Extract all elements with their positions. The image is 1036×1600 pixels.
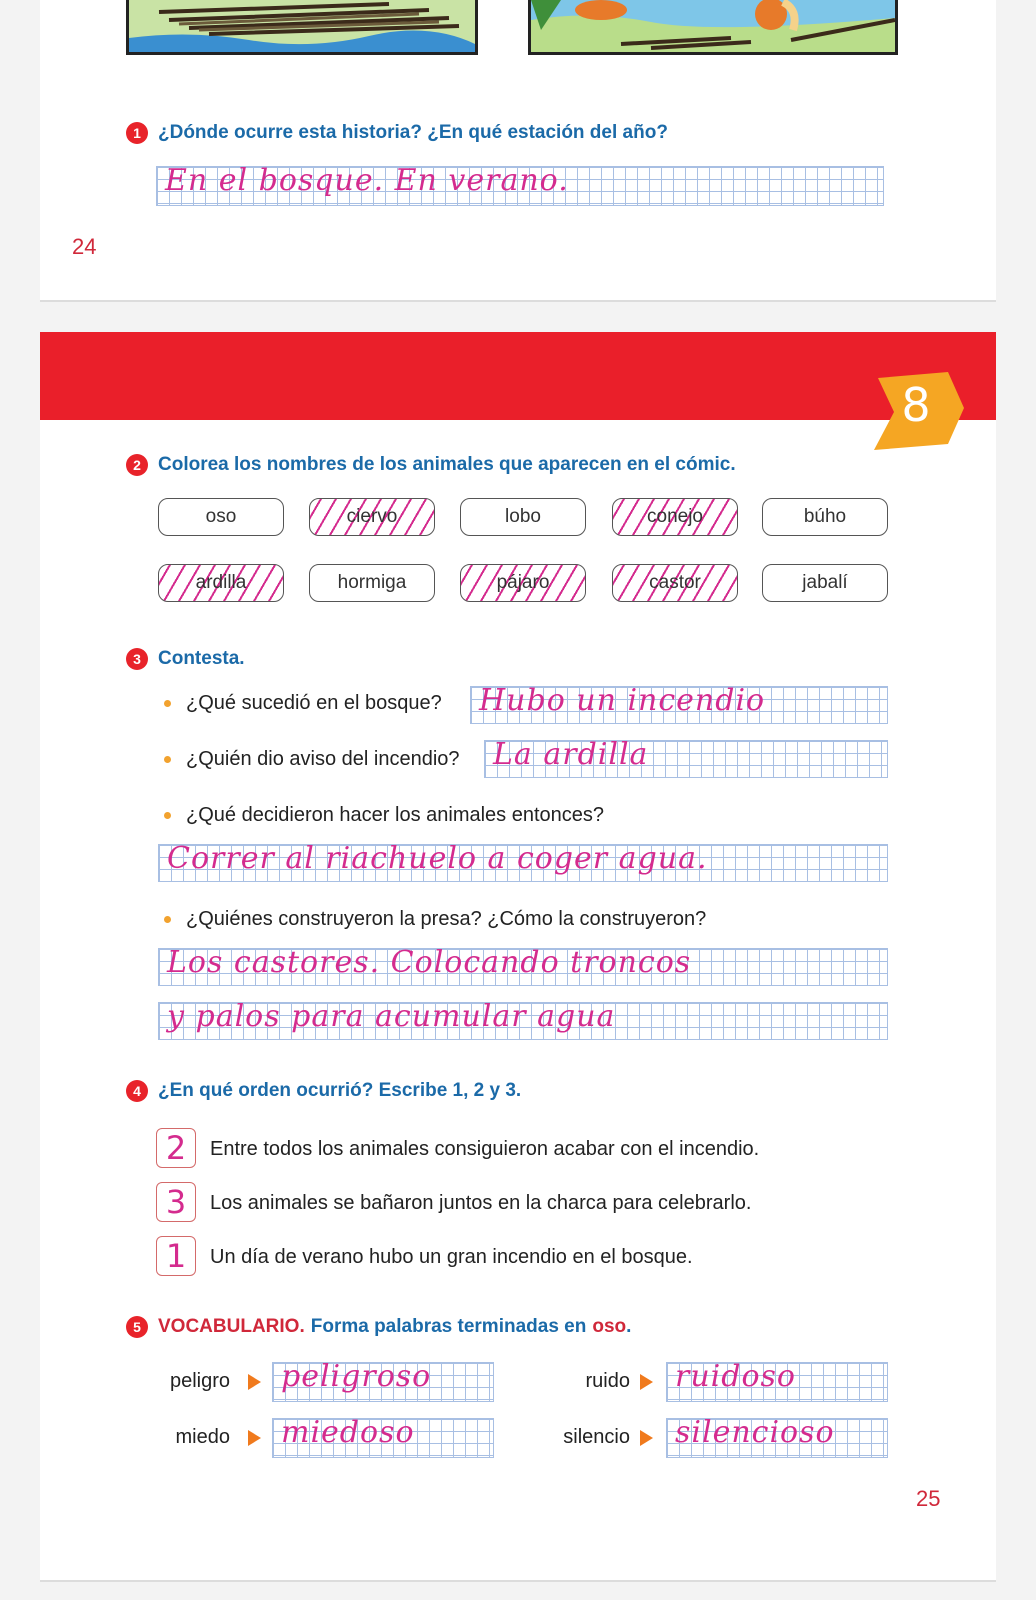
question-3-item-4: ¿Quiénes construyeron la presa? ¿Cómo la construyeron? <box>186 908 707 930</box>
handwritten-answer[interactable]: Correr al riachuelo a coger agua. <box>167 841 708 876</box>
animal-lobo[interactable]: lobo <box>460 498 586 536</box>
question-3-item-2: ¿Quién dio aviso del incendio? <box>186 748 460 770</box>
order-statement: Entre todos los animales consiguieron acabar con el incendio. <box>210 1138 760 1160</box>
question-text: Forma palabras terminadas en <box>310 1316 587 1337</box>
answer-grid <box>158 945 888 986</box>
question-1 <box>126 122 668 144</box>
unit-number: 8 <box>901 378 931 432</box>
page-24 <box>40 0 996 302</box>
arrow-right-icon <box>640 1430 653 1446</box>
animal-ardilla[interactable]: ardilla <box>158 564 284 602</box>
page-25 <box>40 332 996 1582</box>
order-box[interactable]: 1 <box>156 1236 196 1276</box>
answer-grid <box>666 1415 888 1458</box>
question-5 <box>126 1316 631 1338</box>
question-text: Contesta. <box>158 648 245 669</box>
answer-grid <box>484 737 888 778</box>
handwritten-answer[interactable]: ruidoso <box>675 1359 796 1394</box>
animal-conejo[interactable]: conejo <box>612 498 738 536</box>
order-box[interactable]: 3 <box>156 1182 196 1222</box>
comic-panel-right <box>528 0 898 55</box>
animal-hormiga[interactable]: hormiga <box>309 564 435 602</box>
answer-grid <box>666 1359 888 1402</box>
answer-grid <box>272 1415 494 1458</box>
page-number: 24 <box>72 234 97 259</box>
handwritten-answer[interactable]: y palos para acumular agua <box>167 999 616 1034</box>
page-number: 25 <box>916 1486 941 1511</box>
animal-pajaro[interactable]: pájaro <box>460 564 586 602</box>
answer-grid <box>158 841 888 882</box>
question-number: 4 <box>126 1080 148 1102</box>
vocab-word: silencio <box>563 1426 630 1448</box>
comic-panel-left <box>126 0 478 55</box>
bullet <box>164 916 171 923</box>
handwritten-answer[interactable]: La ardilla <box>493 737 649 772</box>
question-text: Colorea los nombres de los animales que aparecen en el cómic. <box>158 454 736 475</box>
handwritten-answer[interactable]: peligroso <box>281 1359 432 1394</box>
highlight-suffix: oso <box>592 1316 627 1337</box>
question-3-item-3: ¿Qué decidieron hacer los animales entonces? <box>186 804 605 826</box>
animal-ciervo[interactable]: ciervo <box>309 498 435 536</box>
question-number: 1 <box>126 122 148 144</box>
animal-oso[interactable]: oso <box>158 498 284 536</box>
question-4 <box>126 1080 521 1102</box>
answer-grid <box>156 163 884 206</box>
animal-castor[interactable]: castor <box>612 564 738 602</box>
question-2 <box>126 454 736 476</box>
animal-buho[interactable]: búho <box>762 498 888 536</box>
order-box[interactable]: 2 <box>156 1128 196 1168</box>
order-statement: Los animales se bañaron juntos en la charca para celebrarlo. <box>210 1192 752 1214</box>
question-text: ¿En qué orden ocurrió? Escribe 1, 2 y 3. <box>158 1080 522 1101</box>
unit-header-band <box>40 332 996 420</box>
question-text-end: . <box>626 1316 632 1337</box>
answer-grid <box>470 683 888 724</box>
order-statement: Un día de verano hubo un gran incendio en el bosque. <box>210 1246 693 1268</box>
animal-jabali[interactable]: jabalí <box>762 564 888 602</box>
question-number: 3 <box>126 648 148 670</box>
vocab-word: peligro <box>169 1370 230 1392</box>
unit-badge <box>870 372 978 452</box>
question-3-item-1: ¿Qué sucedió en el bosque? <box>186 692 442 714</box>
handwritten-answer[interactable]: Los castores. Colocando troncos <box>167 945 692 980</box>
arrow-right-icon <box>640 1374 653 1390</box>
question-number: 2 <box>126 454 148 476</box>
answer-grid <box>272 1359 494 1402</box>
answer-grid <box>158 999 888 1040</box>
bullet <box>164 700 171 707</box>
vocab-word: miedo <box>175 1426 230 1448</box>
question-3 <box>126 648 245 670</box>
vocab-word: ruido <box>585 1370 630 1392</box>
arrow-right-icon <box>248 1430 261 1446</box>
vocabulary-label: VOCABULARIO. <box>158 1316 305 1337</box>
handwritten-answer[interactable]: En el bosque. En verano. <box>165 163 569 198</box>
question-number: 5 <box>126 1316 148 1338</box>
question-text: ¿Dónde ocurre esta historia? ¿En qué estación del año? <box>158 122 668 143</box>
handwritten-answer[interactable]: miedoso <box>281 1415 415 1450</box>
handwritten-answer[interactable]: silencioso <box>675 1415 835 1450</box>
bullet <box>164 756 171 763</box>
bullet <box>164 812 171 819</box>
handwritten-answer[interactable]: Hubo un incendio <box>479 683 766 718</box>
arrow-right-icon <box>248 1374 261 1390</box>
